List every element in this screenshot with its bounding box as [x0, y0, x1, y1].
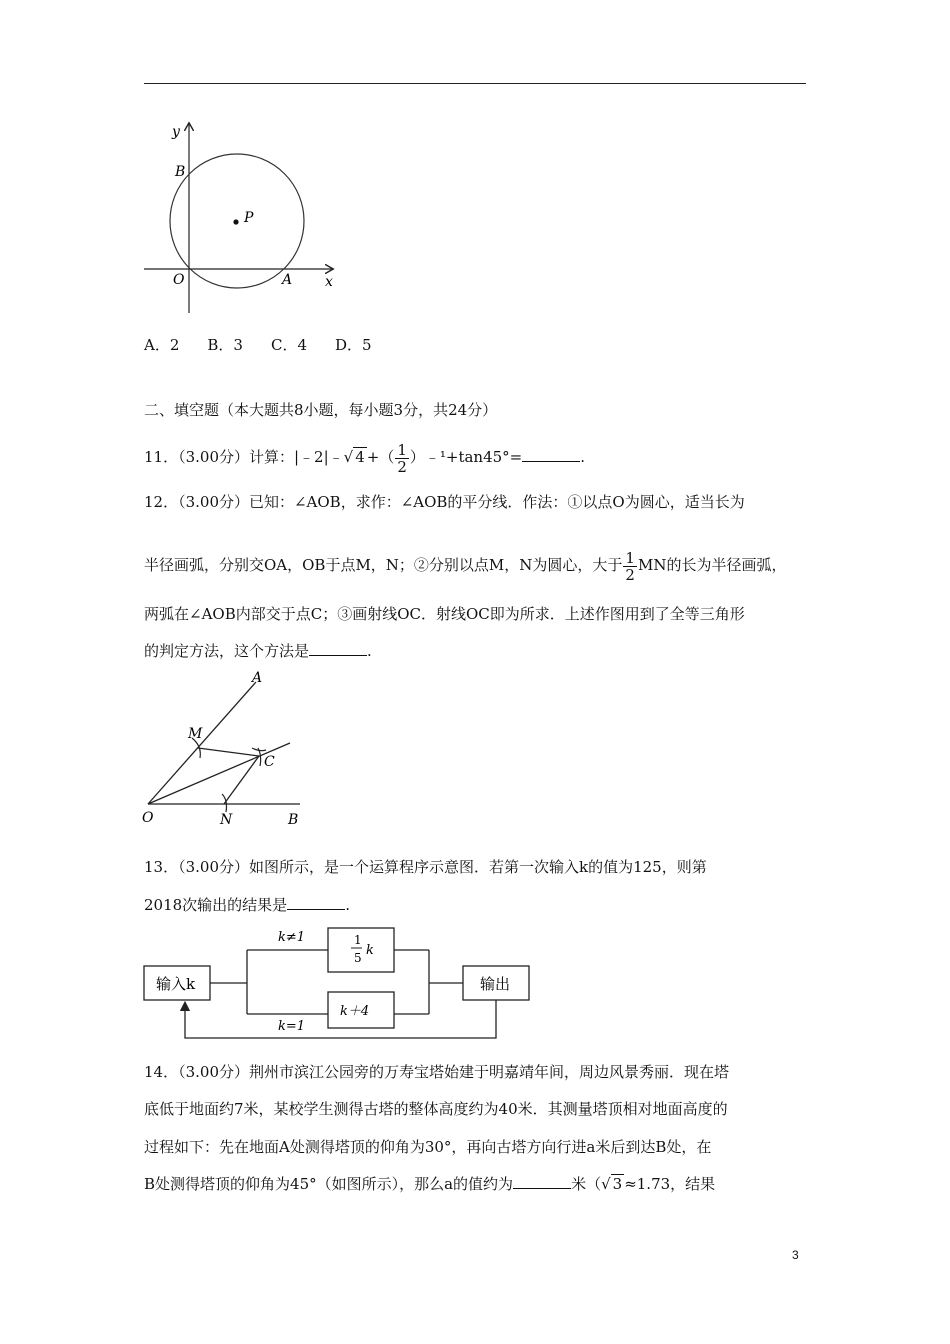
label-a: A: [282, 272, 293, 288]
add-box-label: k＋4: [340, 1004, 370, 1019]
x-axis-label: x: [325, 274, 333, 290]
divide-box-var: k: [366, 943, 374, 958]
answer-blank-12: [309, 641, 367, 656]
question-12-line-1: 12．（3.00分）已知：∠AOB，求作：∠AOB的平分线．作法：①以点O为圆心，适当长为: [144, 493, 745, 511]
question-11: 11．（3.00分）计算：|﹣2|﹣√ 4 +（ $\frac{1}{2}$ ）﹣¹+tan45°= .: [144, 440, 586, 476]
label-o: O: [173, 272, 185, 288]
question-12-line-2: 半径画弧，分别交OA，OB于点M，N；②分别以点M，N为圆心，大于 $\frac{1}{2}$ MN的长为半径画弧，: [144, 548, 787, 584]
question-13-line-1: 13．（3.00分）如图所示，是一个运算程序示意图．若第一次输入k的值为125，则第: [144, 858, 707, 876]
question-14-line-4: B处测得塔顶的仰角为45°（如图所示），那么a的值约为 米（√ 3 ≈1.73，结果: [144, 1175, 716, 1193]
y-axis-label: y: [172, 124, 180, 140]
question-13-line-2: 2018次输出的结果是 .: [144, 896, 350, 914]
label-m: M: [188, 726, 203, 742]
ray-oc: [148, 743, 290, 804]
section-heading: 二、填空题（本大题共8小题，每小题3分，共24分）: [144, 401, 498, 419]
question-14-line-3: 过程如下：先在地面A处测得塔顶的仰角为30°，再向古塔方向行进a米后到达B处，在: [144, 1138, 712, 1156]
label-c: C: [264, 754, 275, 770]
divide-box-den: 5: [354, 951, 362, 965]
segment-mc: [198, 748, 259, 756]
choice-d: D．5: [335, 336, 372, 354]
label-b: B: [175, 164, 186, 180]
sqrt-expression: √ 4: [343, 448, 365, 466]
question-12-line-4: 的判定方法，这个方法是 .: [144, 642, 372, 660]
label-n: N: [220, 812, 233, 828]
ray-oa: [148, 682, 256, 804]
angle-bisector-figure: [136, 668, 316, 830]
label-b2: B: [288, 812, 299, 828]
label-o2: O: [142, 810, 154, 826]
choice-b: B．3: [207, 336, 243, 354]
fraction-one-half-12: $\frac{1}{2}$: [625, 548, 635, 584]
choice-c: C．4: [270, 336, 307, 354]
fraction-one-half: $\frac{1}{2}$: [397, 440, 407, 476]
header-rule: [144, 83, 806, 84]
choice-a: A．2: [144, 336, 180, 354]
flowchart-figure: [140, 920, 540, 1044]
condition-equals-one: k=1: [278, 1019, 306, 1034]
answer-choices: [144, 335, 372, 355]
answer-blank-14: [513, 1174, 571, 1189]
divide-box-num: 1: [354, 933, 362, 947]
input-box-label: 输入k: [156, 975, 196, 993]
answer-blank-11: [522, 447, 580, 462]
label-a2: A: [252, 670, 263, 686]
page-number: 3: [792, 1248, 799, 1262]
circle-axes-figure: [140, 118, 340, 318]
sqrt-three: √ 3: [601, 1175, 623, 1193]
question-14-line-1: 14．（3.00分）荆州市滨江公园旁的万寿宝塔始建于明嘉靖年间，周边风景秀丽．现在塔: [144, 1063, 729, 1081]
output-box-label: 输出: [480, 975, 511, 993]
question-12-line-3: 两弧在∠AOB内部交于点C；③画射线OC．射线OC即为所求．上述作图用到了全等三角形: [144, 605, 745, 623]
label-p: P: [244, 210, 254, 226]
question-14-line-2: 底低于地面约7米，某校学生测得古塔的整体高度约为40米．其测量塔顶相对地面高度的: [144, 1100, 728, 1118]
answer-blank-13: [287, 895, 345, 910]
center-point-p: [233, 219, 238, 224]
condition-not-one: k≠1: [278, 930, 306, 945]
